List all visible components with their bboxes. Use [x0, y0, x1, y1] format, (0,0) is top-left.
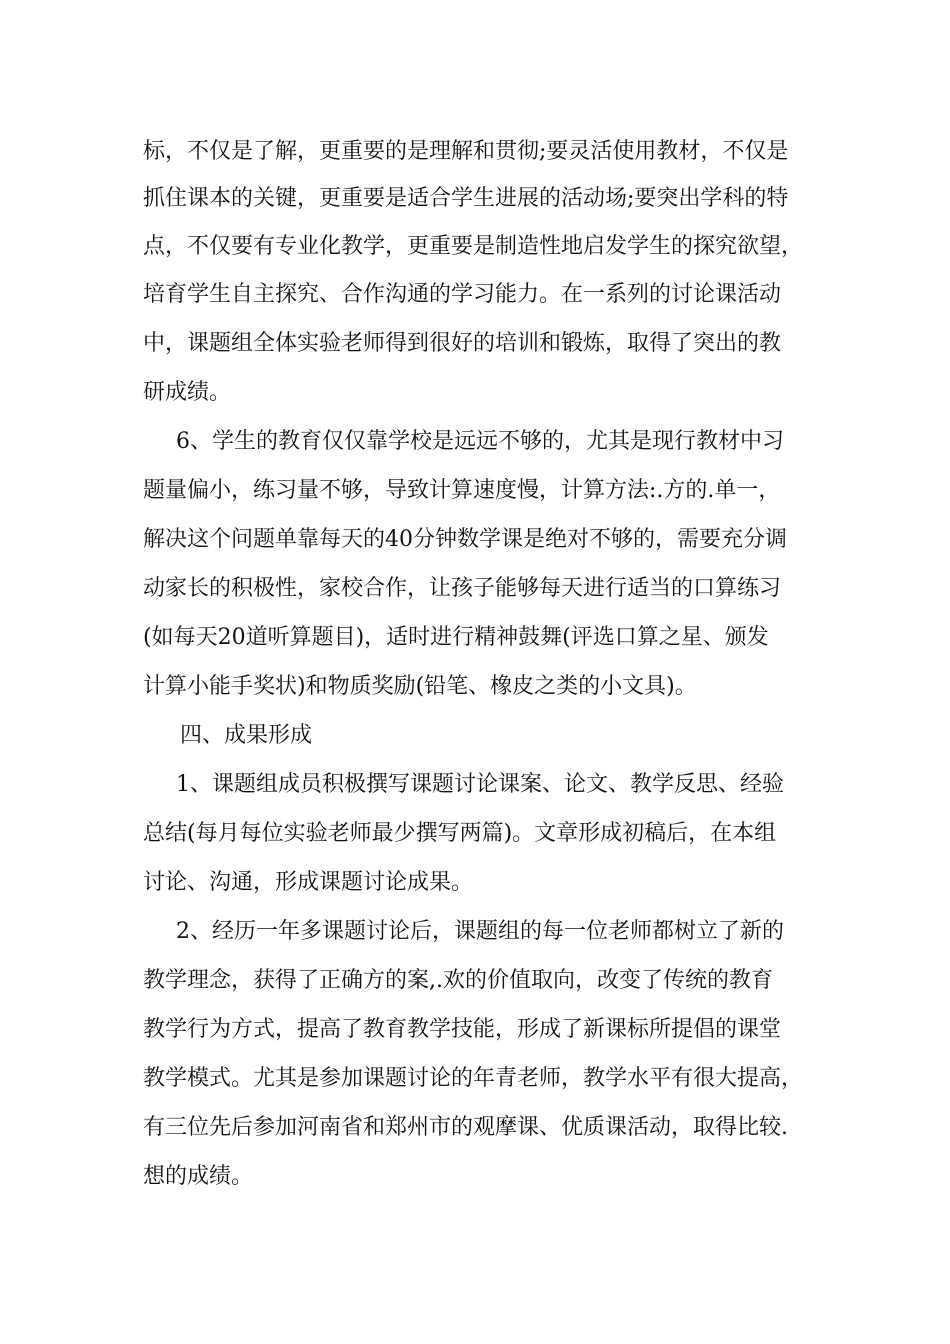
section-heading: 四、成果形成: [180, 723, 313, 748]
text-line: 标，不仅是了解，更重要的是理解和贯彻;要灵活使用教材，不仅是: [143, 139, 789, 164]
paragraph-6-start: 6、学生的教育仅仅靠学校是远远不够的，尤其是现行教材中习: [176, 429, 784, 454]
text-line: 题量偏小，练习量不够，导致计算速度慢，计算方法:.方的.单一，: [143, 478, 781, 503]
text-line: 讨论、沟通，形成课题讨论成果。: [143, 870, 474, 895]
text-line: 想的成绩。: [143, 1164, 254, 1189]
text-line: 抓住课本的关键，更重要是适合学生进展的活动场;要突出学科的特: [143, 186, 789, 211]
text-line: 动家长的积极性，家校合作，让孩子能够每天进行适当的口算练习: [143, 576, 782, 601]
text-line: 总结(每月每位实验老师最少撰写两篇)。文章形成初稿后，在本组: [143, 821, 777, 846]
paragraph-1-start: 1、课题组成员积极撰写课题讨论课案、论文、教学反思、经验: [176, 772, 784, 797]
text-line: 中，课题组全体实验老师得到很好的培训和锻炼，取得了突出的教: [143, 331, 782, 356]
text-line: 教学行为方式，提高了教育教学技能，形成了新课标所提倡的课堂: [143, 1017, 782, 1042]
text-line: 计算小能手奖状)和物质奖励(铅笔、橡皮之类的小文具)。: [143, 674, 697, 699]
text-line: 有三位先后参加河南省和郑州市的观摩课、优质课活动，取得比较.: [143, 1115, 788, 1140]
text-line: 解决这个问题单靠每天的40分钟数学课是绝对不够的，需要充分调: [143, 527, 787, 552]
paragraph-2-start: 2、经历一年多课题讨论后，课题组的每一位老师都树立了新的: [176, 919, 784, 944]
text-line: (如每天20道听算题目)，适时进行精神鼓舞(评选口算之星、颁发: [143, 625, 769, 650]
text-line: 教学模式。尤其是参加课题讨论的年青老师，教学水平有很大提高，: [143, 1066, 804, 1091]
text-line: 点，不仅要有专业化教学，更重要是制造性地启发学生的探究欲望，: [143, 234, 804, 259]
text-line: 研成绩。: [143, 380, 232, 405]
text-line: 培育学生自主探究、合作沟通的学习能力。在一系列的讨论课活动: [143, 282, 782, 307]
text-line: 教学理念，获得了正确方的案,.欢的价值取向，改变了传统的教育: [143, 968, 773, 993]
